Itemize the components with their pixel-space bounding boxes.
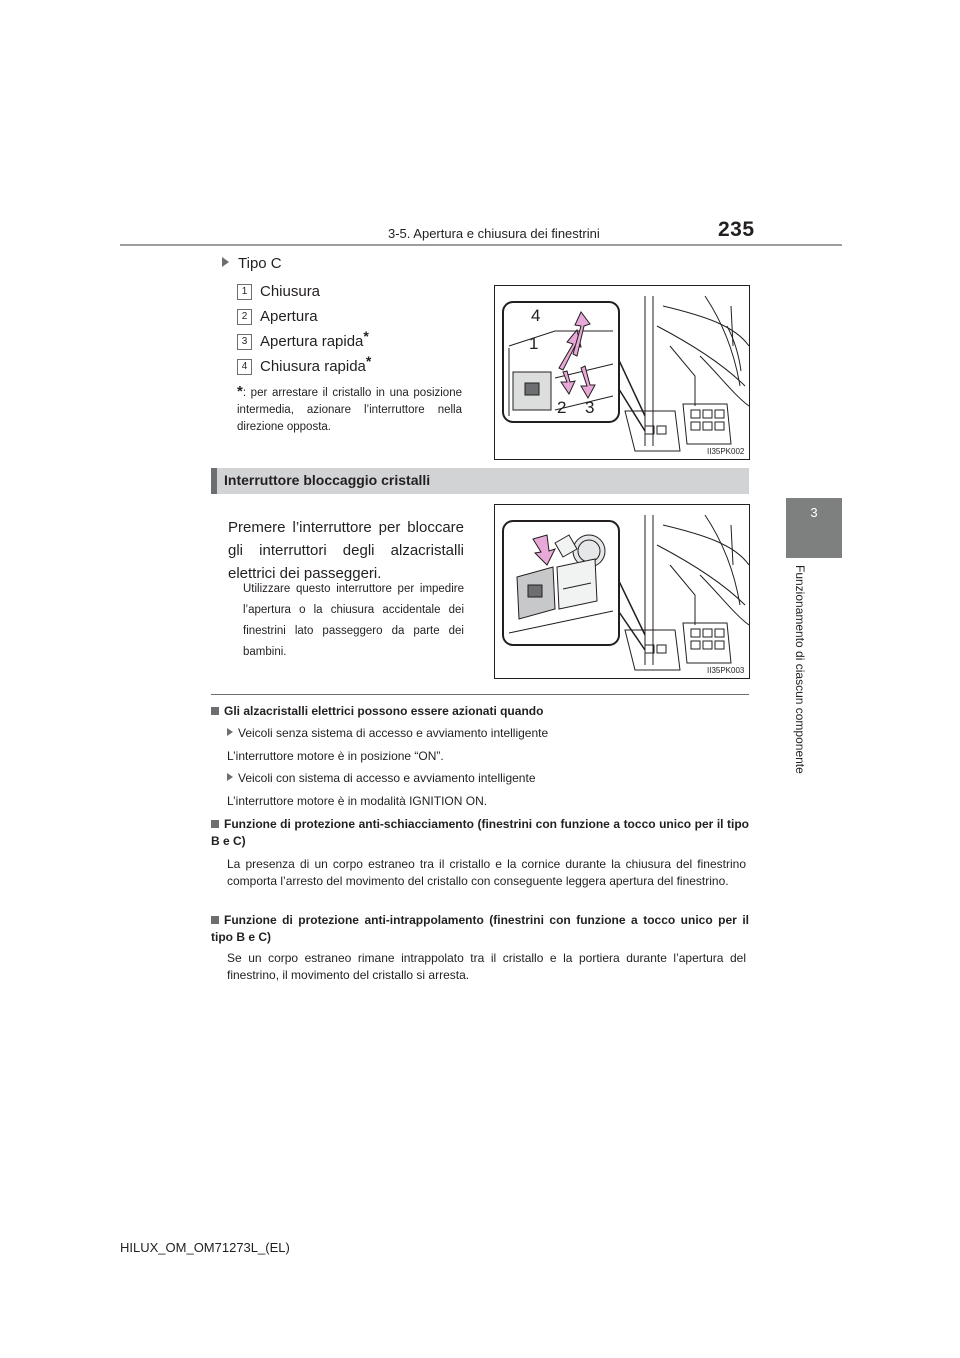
section-accent [211, 468, 217, 494]
note-heading-text: Gli alzacristalli elettrici possono essere azionati quando [224, 704, 544, 718]
chapter-title-vertical [793, 565, 807, 790]
note-heading-text: Funzione di protezione anti-schiacciamento (finestrini con funzione a tocco unico per il tipo B e C) [211, 817, 749, 848]
note-heading-anti-entrapment [211, 912, 749, 946]
square-bullet-icon [211, 916, 219, 924]
square-bullet-icon [211, 820, 219, 828]
type-c-label: Tipo C [238, 255, 282, 272]
triangle-bullet-icon [222, 257, 229, 267]
list-item-closing [237, 283, 320, 300]
note-body-anti-entrapment: Se un corpo estraneo rimane intrappolato tra il cristallo e la portiera durante l’apertura del finestrino, il movimento del cristallo si arresta. [227, 951, 746, 982]
callout-number-4: 4 [237, 359, 252, 375]
chapter-tab-number: 3 [810, 505, 818, 520]
page-number: 235 [718, 218, 755, 241]
lock-note: Utilizzare questo interruttore per impedire l’apertura o la chiusura accidentale dei finestrini lato passeggero da parte dei bambini. [243, 583, 464, 658]
triangle-bullet-icon [227, 728, 233, 736]
footnote [237, 383, 462, 436]
note-sub-with-smart [227, 771, 536, 785]
note-body-ignition: L’interruttore motore è in modalità IGNITION ON. [227, 794, 488, 808]
asterisk-mark: * [365, 353, 372, 369]
svg-text:1: 1 [529, 334, 539, 353]
note-body-on: L’interruttore motore è in posizione “ON”. [227, 749, 444, 763]
section-title: Interruttore bloccaggio cristalli [224, 472, 431, 488]
section-heading-bar [211, 468, 749, 494]
note-sub-text: Veicoli senza sistema di accesso e avviamento intelligente [238, 726, 549, 740]
list-item-quick-opening [237, 328, 369, 350]
figure-code: II35PK002 [707, 447, 745, 456]
item-label: Apertura [260, 308, 318, 325]
lock-instruction: Premere l’interruttore per bloccare gli interruttori degli alzacristalli elettrici dei passeggeri. [228, 519, 464, 582]
note-sub-text: Veicoli con sistema di accesso e avviamento intelligente [238, 771, 536, 785]
window-switch-illustration [495, 286, 749, 459]
square-bullet-icon [211, 707, 219, 715]
figure-window-switch [494, 285, 750, 460]
triangle-bullet-icon [227, 773, 233, 781]
chapter-title-label: Funzionamento di ciascun componente [793, 565, 807, 774]
footnote-star: * [237, 383, 243, 400]
note-heading-conditions [211, 704, 543, 718]
header-section-title: 3-5. Apertura e chiusura dei finestrini [388, 226, 600, 241]
figure-code: II35PK003 [707, 666, 745, 675]
note-sub-without-smart [227, 726, 548, 740]
figure-window-lock-switch [494, 504, 750, 679]
window-lock-illustration [495, 505, 749, 678]
callout-number-3: 3 [237, 334, 252, 350]
note-heading-text: Funzione di protezione anti-intrappolamento (finestrini con funzione a tocco unico per il tipo B e C) [211, 913, 749, 944]
list-item-opening [237, 308, 318, 325]
footer-code: HILUX_OM_OM71273L_(EL) [120, 1240, 290, 1255]
svg-text:4: 4 [531, 306, 541, 325]
svg-text:3: 3 [585, 398, 595, 417]
list-item-quick-closing [237, 353, 372, 375]
type-c-heading [222, 255, 282, 272]
footnote-text: : per arrestare il cristallo in una posizione intermedia, azionare l’interruttore nella direzione opposta. [237, 387, 462, 433]
item-label: Chiusura [260, 283, 321, 300]
item-label: Chiusura rapida [260, 358, 366, 375]
asterisk-mark: * [363, 328, 369, 344]
callout-number-2: 2 [237, 309, 252, 325]
notes-divider [211, 694, 749, 695]
item-label: Apertura rapida [260, 333, 364, 350]
note-heading-anti-pinch [211, 816, 749, 850]
header-rule [120, 244, 842, 246]
callout-number-1: 1 [237, 284, 252, 300]
note-body-anti-pinch: La presenza di un corpo estraneo tra il cristallo e la cornice durante la chiusura del finestrino comporta l’arresto del movimento del cristallo con conseguente leggera apertura del finestrino. [227, 857, 746, 888]
svg-text:2: 2 [557, 398, 567, 417]
